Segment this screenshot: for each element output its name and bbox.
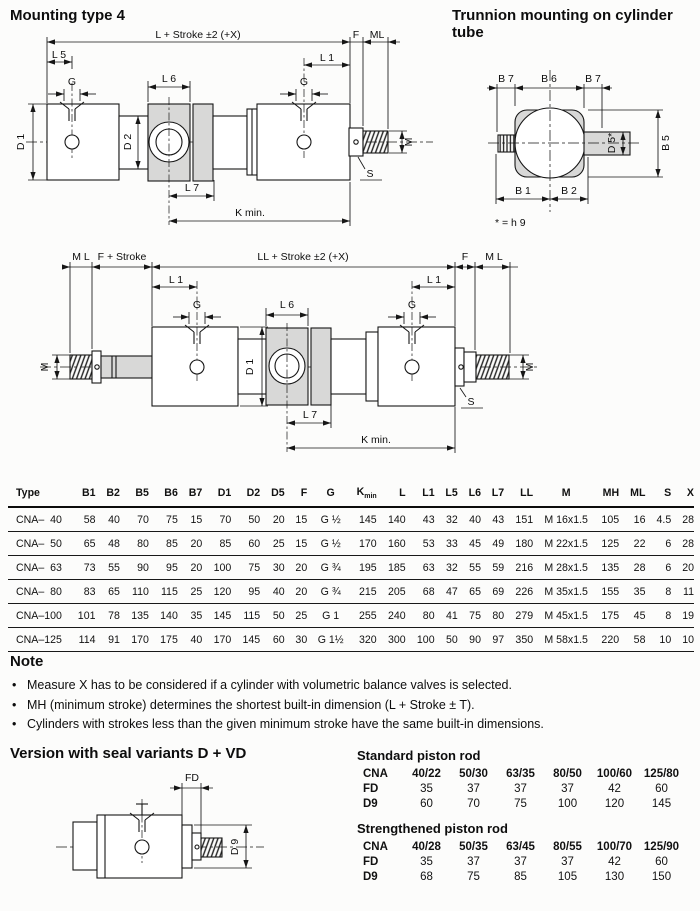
value-cell: 49: [492, 537, 505, 550]
value-cell: 105: [601, 513, 620, 526]
value-cell: 300: [387, 633, 406, 646]
column-header: L: [399, 487, 406, 500]
value-cell: 78: [108, 609, 120, 622]
value-cell: 8: [665, 585, 672, 598]
dim-label-s: S: [366, 168, 374, 180]
dim-label-ml: ML: [369, 29, 385, 41]
page-title-trunnion-mounting: Trunnion mounting on cylinder tube: [452, 7, 673, 41]
dim-label-kmin: K min.: [235, 207, 265, 219]
value-cell: 70: [137, 513, 149, 526]
value-cell: 69: [492, 585, 505, 598]
value-cell: 11: [683, 585, 694, 598]
value-cell: 195: [359, 561, 377, 574]
cylinder-body: [47, 104, 388, 181]
value-cell: 155: [601, 585, 620, 598]
rod-value-cell: 63/45: [506, 840, 535, 853]
value-cell: 20: [682, 561, 694, 574]
value-cell: 85: [219, 537, 232, 550]
column-header: L6: [468, 487, 481, 500]
dim-label-b5: B 5: [660, 135, 672, 151]
value-cell: M 35x1.5: [544, 585, 588, 598]
rod-value-cell: 80/50: [553, 767, 582, 780]
column-header: Type: [16, 487, 40, 500]
through-rod-diagram: [0, 247, 560, 465]
column-header: D2: [246, 487, 261, 500]
value-cell: 45: [469, 537, 481, 550]
value-cell: 73: [83, 561, 96, 574]
rod-value-cell: 42: [608, 855, 621, 868]
piston-rod-tables: [357, 748, 697, 894]
type-cell: CNA– 63: [16, 561, 62, 574]
column-header: D5: [271, 487, 285, 500]
column-header: S: [664, 487, 672, 500]
page-title-mounting-type: Mounting type 4: [10, 7, 125, 24]
dimension-row: [8, 604, 694, 628]
dim-label-kmin: K min.: [361, 434, 391, 446]
value-cell: G ½: [320, 513, 341, 526]
rod-value-cell: 125/90: [643, 840, 680, 853]
rod-value-cell: 37: [467, 782, 480, 795]
column-header: G: [326, 487, 335, 500]
value-cell: 80: [422, 609, 435, 622]
rod-value-cell: 37: [514, 782, 527, 795]
value-cell: 279: [515, 609, 534, 622]
value-cell: 65: [108, 585, 120, 598]
value-cell: 43: [492, 513, 505, 526]
value-cell: 95: [248, 585, 261, 598]
value-cell: 125: [601, 537, 620, 550]
rod-value-cell: 37: [514, 855, 527, 868]
note-section: [10, 653, 650, 735]
dim-label-l1-left: L 1: [168, 274, 184, 286]
dimension-row: [8, 556, 694, 580]
value-cell: 48: [108, 537, 120, 550]
value-cell: 255: [359, 609, 377, 622]
value-cell: 170: [359, 537, 377, 550]
value-cell: 101: [77, 609, 96, 622]
value-cell: 10: [659, 633, 672, 646]
column-header: X: [686, 487, 694, 500]
value-cell: 97: [492, 633, 505, 646]
dim-label-ml-left: M L: [72, 251, 90, 263]
rod-table-row: [363, 854, 685, 869]
value-cell: 25: [190, 585, 203, 598]
column-header: B1: [81, 487, 96, 500]
value-cell: G 1½: [317, 633, 344, 646]
rod-value-cell: 100: [557, 797, 578, 810]
dimensions-table-body: [8, 507, 694, 652]
value-cell: 15: [295, 537, 308, 550]
value-cell: 216: [515, 561, 534, 574]
value-cell: 115: [243, 609, 261, 622]
value-cell: 47: [445, 585, 458, 598]
rod-value-cell: 75: [514, 797, 527, 810]
rod-value-cell: 50/30: [459, 767, 488, 780]
value-cell: 185: [387, 561, 406, 574]
dim-label-m-right: M: [524, 362, 536, 372]
rod-value-cell: 120: [604, 797, 625, 810]
value-cell: M 58x1.5: [544, 633, 588, 646]
rod-value-cell: 37: [561, 782, 574, 795]
value-cell: 91: [108, 633, 120, 646]
rod-table-row: [363, 781, 685, 796]
value-cell: 135: [601, 561, 620, 574]
column-header: LL: [520, 487, 534, 500]
value-cell: 100: [416, 633, 435, 646]
value-cell: 41: [445, 609, 458, 622]
column-header: MH: [602, 487, 620, 500]
dim-label-d1: D 1: [244, 358, 256, 376]
rod-value-cell: 85: [514, 870, 527, 883]
dim-label-b1: B 1: [515, 185, 531, 197]
value-cell: G ½: [320, 537, 341, 550]
value-cell: 32: [445, 513, 458, 526]
value-cell: 83: [83, 585, 96, 598]
rod-value-cell: 75: [467, 870, 480, 883]
rod-value-cell: 68: [420, 870, 433, 883]
strengthened-piston-rod-title: Strengthened piston rod: [357, 821, 508, 836]
value-cell: 58: [633, 633, 646, 646]
dim-label-l1: L 1: [319, 52, 335, 64]
value-cell: 40: [469, 513, 481, 526]
value-cell: 70: [219, 513, 232, 526]
dim-label-f-stroke: F + Stroke: [97, 251, 147, 263]
seal-variants-title: Version with seal variants D + VD: [10, 745, 247, 762]
value-cell: 80: [137, 537, 149, 550]
value-cell: 110: [132, 585, 149, 598]
dim-label-s: S: [467, 396, 475, 408]
value-cell: 25: [295, 609, 308, 622]
value-cell: 100: [213, 561, 232, 574]
rod-row-label: D9: [363, 870, 378, 883]
trunnion-mounting-diagram: [455, 40, 700, 235]
mounting-type-4-diagram: [8, 25, 448, 237]
value-cell: 20: [295, 561, 308, 574]
value-cell: 75: [248, 561, 261, 574]
value-cell: 28: [682, 537, 694, 550]
rod-table-row: [363, 796, 685, 811]
column-header: D1: [217, 487, 232, 500]
value-cell: 16: [633, 513, 646, 526]
value-cell: M 28x1.5: [544, 561, 588, 574]
value-cell: 60: [272, 633, 285, 646]
value-cell: 55: [469, 561, 481, 574]
dim-label-g-left: G: [67, 76, 77, 88]
rod-table-row: [363, 766, 685, 781]
value-cell: 8: [665, 609, 672, 622]
value-cell: 28: [682, 513, 694, 526]
rod-value-cell: 42: [608, 782, 621, 795]
column-header: B5: [135, 487, 149, 500]
rod-value-cell: 105: [557, 870, 578, 883]
rod-row-label: FD: [363, 782, 379, 795]
rod-value-cell: 40/28: [412, 840, 441, 853]
dim-label-b2: B 2: [561, 185, 577, 197]
rod-value-cell: 145: [651, 797, 672, 810]
rod-value-cell: 150: [651, 870, 672, 883]
value-cell: M 45x1.5: [544, 609, 588, 622]
value-cell: G ¾: [320, 561, 341, 574]
value-cell: 22: [633, 537, 646, 550]
value-cell: 55: [108, 561, 120, 574]
value-cell: 50: [272, 609, 285, 622]
dim-label-b7-right: B 7: [585, 73, 601, 85]
rod-value-cell: 37: [467, 855, 480, 868]
value-cell: 215: [359, 585, 377, 598]
column-header: L5: [445, 487, 458, 500]
rod-value-cell: 37: [561, 855, 574, 868]
rod-value-cell: 60: [655, 782, 668, 795]
value-cell: 220: [601, 633, 620, 646]
rod-value-cell: 70: [467, 797, 480, 810]
value-cell: 58: [83, 513, 96, 526]
value-cell: 20: [190, 561, 203, 574]
dimensions-table-head-row: [8, 483, 694, 507]
value-cell: 75: [166, 513, 178, 526]
value-cell: 43: [422, 513, 435, 526]
value-cell: 45: [633, 609, 646, 622]
dim-label-m: M: [403, 137, 415, 147]
rod-row-label: CNA: [363, 840, 388, 853]
dim-label-l6: L 6: [279, 299, 295, 311]
dim-label-total-length: LL + Stroke ±2 (+X): [257, 251, 349, 263]
type-cell: CNA– 80: [16, 585, 62, 598]
value-cell: 170: [131, 633, 149, 646]
dim-label-g-right: G: [299, 76, 309, 88]
value-cell: 114: [78, 633, 96, 646]
rod-value-cell: 100/60: [596, 767, 633, 780]
dim-label-l7: L 7: [302, 409, 318, 421]
type-cell: CNA– 40: [16, 513, 62, 526]
value-cell: 63: [422, 561, 435, 574]
rod-table-row: [363, 869, 685, 884]
value-cell: G 1: [322, 609, 340, 622]
dimension-row: [8, 507, 694, 532]
value-cell: 226: [515, 585, 534, 598]
value-cell: 80: [492, 609, 505, 622]
value-cell: 95: [166, 561, 178, 574]
note-item: • Measure X has to be considered if a cylinder with volumetric balance valves is selected.: [10, 676, 650, 696]
column-header: B2: [106, 487, 120, 500]
value-cell: 115: [160, 585, 178, 598]
value-cell: 19: [682, 609, 694, 622]
dimension-row: [8, 532, 694, 556]
value-cell: 6: [665, 561, 672, 574]
rod-row-label: FD: [363, 855, 379, 868]
column-header: F: [300, 487, 308, 500]
dim-label-ml-right: M L: [485, 251, 503, 263]
value-cell: 65: [469, 585, 481, 598]
value-cell: 35: [190, 609, 203, 622]
dim-label-l6: L 6: [161, 73, 177, 85]
value-cell: 59: [492, 561, 505, 574]
value-cell: 145: [242, 633, 261, 646]
dim-label-l5: L 5: [51, 49, 67, 61]
rod-row-label: CNA: [363, 767, 388, 780]
seal-variants-diagram: [6, 763, 286, 908]
dim-label-b6: B 6: [541, 73, 557, 85]
rod-value-cell: 60: [655, 855, 668, 868]
value-cell: 175: [601, 609, 620, 622]
value-cell: 170: [213, 633, 232, 646]
value-cell: 20: [190, 537, 203, 550]
dim-label-g-left: G: [192, 299, 202, 311]
value-cell: 151: [515, 513, 534, 526]
value-cell: 90: [137, 561, 149, 574]
rod-value-cell: 35: [420, 855, 433, 868]
cylinder-body: [70, 327, 509, 406]
note-item: • Cylinders with strokes less than the given minimum stroke have the same built-in dimensions.: [10, 715, 650, 735]
value-cell: 32: [445, 561, 458, 574]
dim-label-f: F: [352, 29, 360, 41]
rod-value-cell: 125/80: [643, 767, 680, 780]
rod-value-cell: 50/35: [459, 840, 488, 853]
type-cell: CNA– 50: [16, 537, 62, 550]
value-cell: G ¾: [320, 585, 341, 598]
dim-label-l1-right: L 1: [426, 274, 442, 286]
column-header: B6: [164, 487, 178, 500]
value-cell: 145: [359, 513, 377, 526]
value-cell: 20: [295, 585, 308, 598]
rod-value-cell: 80/55: [553, 840, 582, 853]
dimension-row: [8, 628, 694, 652]
column-header: B7: [188, 487, 203, 500]
rod-value-cell: 130: [604, 870, 625, 883]
value-cell: 6: [665, 537, 672, 550]
dimension-row: [8, 580, 694, 604]
trunnion-footnote: * = h 9: [495, 217, 526, 229]
value-cell: 40: [272, 585, 285, 598]
rod-table-row: [363, 839, 685, 854]
value-cell: 350: [515, 633, 534, 646]
value-cell: 175: [160, 633, 178, 646]
value-cell: 320: [359, 633, 377, 646]
note-item: • MH (minimum stroke) determines the shortest built-in dimension (L + Stroke ± T).: [10, 696, 650, 716]
value-cell: 90: [469, 633, 481, 646]
value-cell: 50: [248, 513, 261, 526]
rod-row-label: D9: [363, 797, 378, 810]
column-header: L1: [422, 487, 435, 500]
value-cell: 68: [422, 585, 435, 598]
value-cell: 35: [633, 585, 646, 598]
value-cell: 40: [190, 633, 203, 646]
column-header: $K_{min}$: [356, 486, 377, 501]
value-cell: 4.5: [656, 513, 672, 526]
dim-label-d9: D 9: [229, 838, 241, 856]
standard-piston-rod-table: [363, 766, 685, 811]
dim-label-d5: D 5*: [606, 132, 618, 154]
rod-value-cell: 63/35: [506, 767, 535, 780]
value-cell: 60: [248, 537, 261, 550]
column-header: ML: [630, 487, 646, 500]
value-cell: 20: [272, 513, 285, 526]
value-cell: 30: [295, 633, 308, 646]
value-cell: 140: [387, 513, 406, 526]
standard-piston-rod-title: Standard piston rod: [357, 748, 481, 763]
value-cell: 15: [295, 513, 308, 526]
dimensions-table: [8, 483, 694, 652]
value-cell: 25: [272, 537, 285, 550]
value-cell: 53: [422, 537, 435, 550]
value-cell: 85: [166, 537, 178, 550]
value-cell: 28: [633, 561, 646, 574]
rod-value-cell: 35: [420, 782, 433, 795]
dim-label-l7: L 7: [184, 182, 200, 194]
dim-label-total-length: L + Stroke ±2 (+X): [155, 29, 241, 41]
value-cell: M 16x1.5: [544, 513, 588, 526]
value-cell: 205: [387, 585, 406, 598]
value-cell: 140: [160, 609, 178, 622]
dim-label-fd: FD: [185, 772, 199, 784]
dim-label-f: F: [461, 251, 469, 263]
value-cell: 65: [83, 537, 96, 550]
value-cell: 10: [682, 633, 694, 646]
column-header: M: [561, 487, 571, 500]
value-cell: 33: [445, 537, 458, 550]
dim-label-d1: D 1: [15, 133, 27, 151]
note-title: Note: [10, 653, 44, 670]
value-cell: 120: [213, 585, 232, 598]
value-cell: 50: [445, 633, 458, 646]
strengthened-piston-rod-table: [363, 839, 685, 884]
value-cell: 40: [108, 513, 120, 526]
dim-label-d2: D 2: [122, 133, 134, 151]
value-cell: 180: [515, 537, 534, 550]
value-cell: 160: [387, 537, 406, 550]
type-cell: CNA–125: [16, 633, 62, 646]
value-cell: 135: [131, 609, 149, 622]
rod-value-cell: 100/70: [596, 840, 633, 853]
dim-label-m-left: M: [39, 362, 51, 372]
note-list: [10, 676, 650, 735]
dim-label-g-right: G: [407, 299, 417, 311]
value-cell: 240: [387, 609, 406, 622]
value-cell: 30: [272, 561, 285, 574]
value-cell: 15: [190, 513, 203, 526]
value-cell: M 22x1.5: [544, 537, 588, 550]
value-cell: 75: [469, 609, 481, 622]
type-cell: CNA–100: [16, 609, 62, 622]
dim-label-b7-left: B 7: [498, 73, 514, 85]
column-header: L7: [491, 487, 505, 500]
rod-value-cell: 40/22: [412, 767, 441, 780]
value-cell: 145: [213, 609, 232, 622]
rod-value-cell: 60: [420, 797, 433, 810]
